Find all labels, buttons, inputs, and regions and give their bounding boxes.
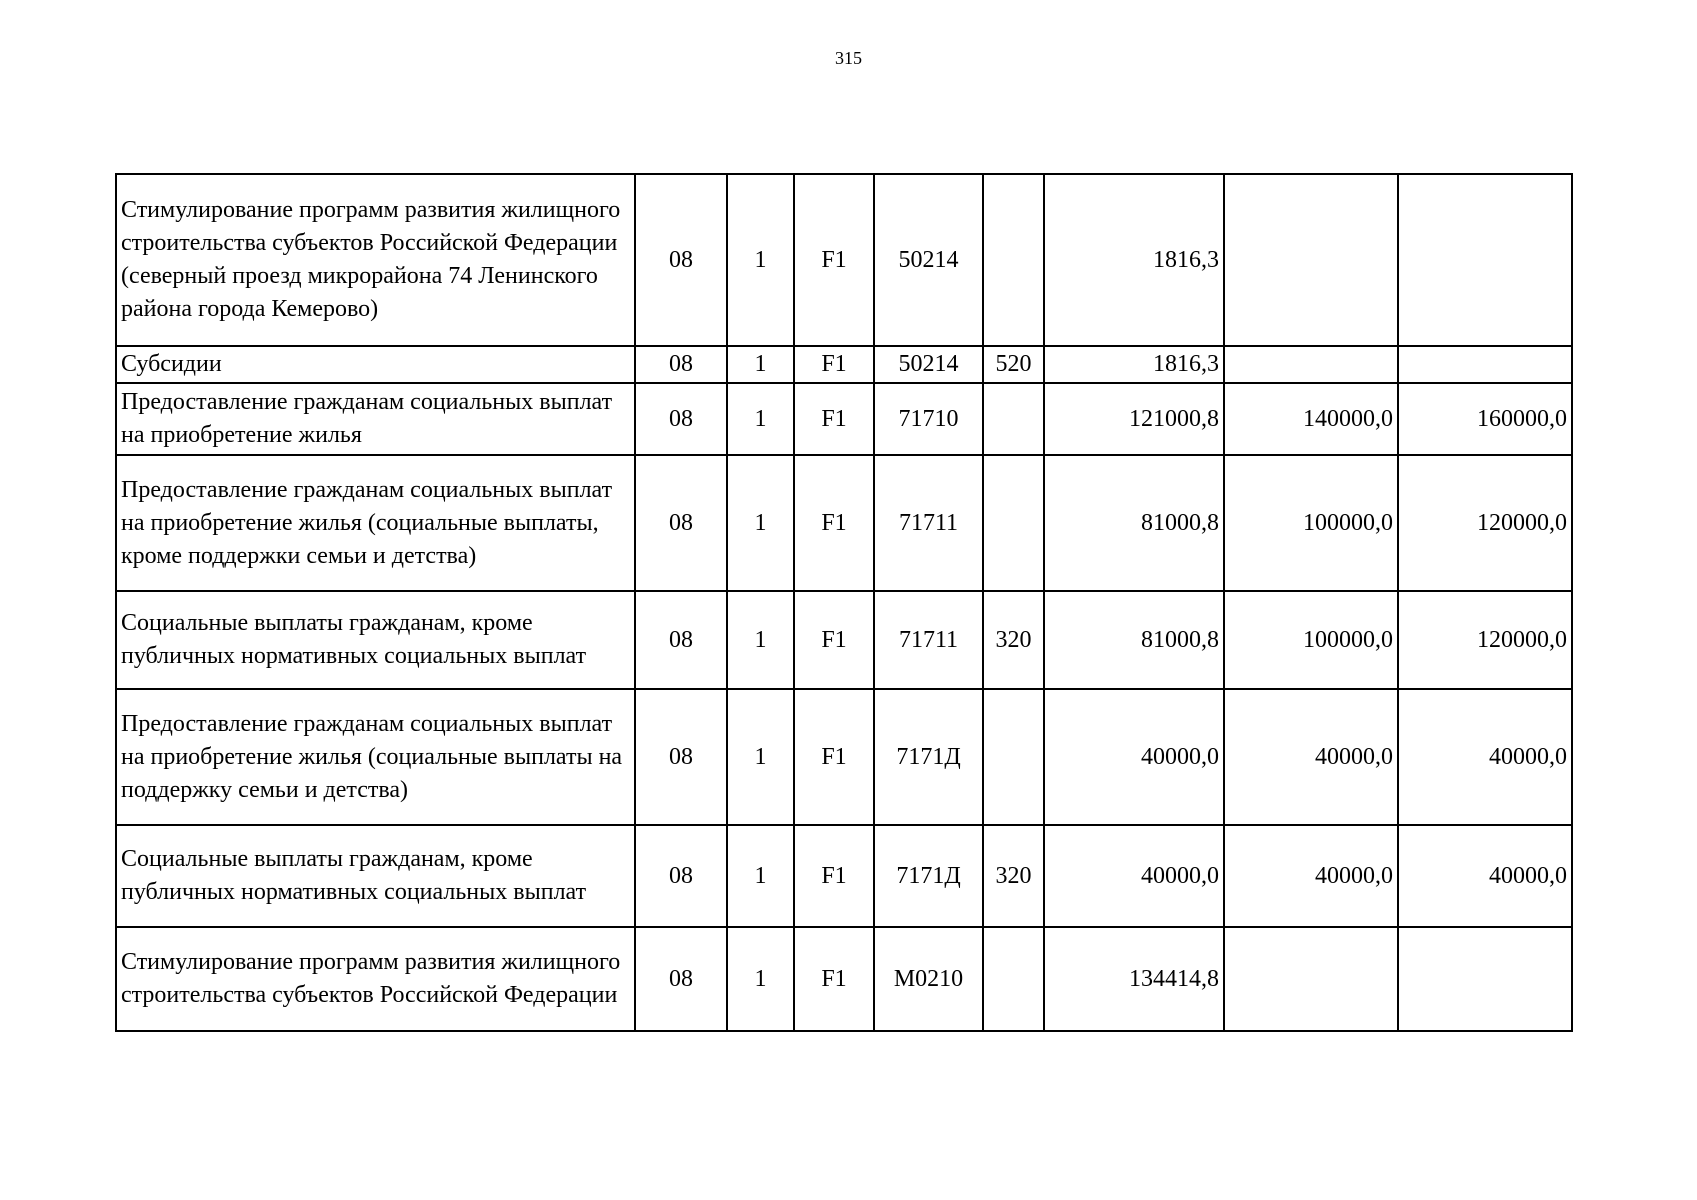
item-code-cell: 7171Д xyxy=(874,825,983,927)
project-code-cell: F1 xyxy=(794,825,874,927)
year2-amount-cell: 100000,0 xyxy=(1224,455,1398,591)
year1-amount-cell: 1816,3 xyxy=(1044,174,1224,346)
section-code-cell: 08 xyxy=(635,927,727,1031)
table-row xyxy=(116,383,1572,455)
year1-amount-cell: 81000,8 xyxy=(1044,591,1224,689)
section-code-cell: 08 xyxy=(635,455,727,591)
table-row xyxy=(116,825,1572,927)
section-code-cell: 08 xyxy=(635,689,727,825)
table-body xyxy=(116,174,1572,1031)
year1-amount-cell: 40000,0 xyxy=(1044,825,1224,927)
program-code-cell: 1 xyxy=(727,591,794,689)
program-code-cell: 1 xyxy=(727,383,794,455)
expense-type-cell xyxy=(983,689,1044,825)
year3-amount-cell xyxy=(1398,174,1572,346)
year1-amount-cell: 121000,8 xyxy=(1044,383,1224,455)
section-code-cell: 08 xyxy=(635,825,727,927)
year2-amount-cell: 100000,0 xyxy=(1224,591,1398,689)
row-name-cell: Предоставление гражданам социальных выплат на приобретение жилья xyxy=(116,383,635,455)
section-code-cell: 08 xyxy=(635,383,727,455)
item-code-cell: М0210 xyxy=(874,927,983,1031)
project-code-cell: F1 xyxy=(794,927,874,1031)
project-code-cell: F1 xyxy=(794,591,874,689)
table-row xyxy=(116,455,1572,591)
row-name-cell: Стимулирование программ развития жилищного строительства субъектов Российской Федерации xyxy=(116,927,635,1031)
item-code-cell: 50214 xyxy=(874,346,983,383)
year1-amount-cell: 134414,8 xyxy=(1044,927,1224,1031)
section-code-cell: 08 xyxy=(635,174,727,346)
year3-amount-cell: 40000,0 xyxy=(1398,825,1572,927)
program-code-cell: 1 xyxy=(727,689,794,825)
year1-amount-cell: 40000,0 xyxy=(1044,689,1224,825)
row-name-cell: Социальные выплаты гражданам, кроме публичных нормативных социальных выплат xyxy=(116,591,635,689)
section-code-cell: 08 xyxy=(635,591,727,689)
expense-type-cell: 320 xyxy=(983,825,1044,927)
table-row xyxy=(116,689,1572,825)
year1-amount-cell: 1816,3 xyxy=(1044,346,1224,383)
year2-amount-cell: 140000,0 xyxy=(1224,383,1398,455)
item-code-cell: 71711 xyxy=(874,455,983,591)
project-code-cell: F1 xyxy=(794,346,874,383)
row-name-cell: Стимулирование программ развития жилищного строительства субъектов Российской Федерации (северный проезд микрорайона 74 Ленинского района города Кемерово) xyxy=(116,174,635,346)
budget-table xyxy=(115,173,1573,1032)
project-code-cell: F1 xyxy=(794,455,874,591)
year2-amount-cell xyxy=(1224,927,1398,1031)
year3-amount-cell xyxy=(1398,346,1572,383)
item-code-cell: 7171Д xyxy=(874,689,983,825)
expense-type-cell xyxy=(983,927,1044,1031)
year3-amount-cell xyxy=(1398,927,1572,1031)
year3-amount-cell: 160000,0 xyxy=(1398,383,1572,455)
expense-type-cell: 320 xyxy=(983,591,1044,689)
item-code-cell: 50214 xyxy=(874,174,983,346)
page-number: 315 xyxy=(835,48,862,68)
year1-amount-cell: 81000,8 xyxy=(1044,455,1224,591)
year2-amount-cell xyxy=(1224,346,1398,383)
program-code-cell: 1 xyxy=(727,455,794,591)
expense-type-cell xyxy=(983,455,1044,591)
item-code-cell: 71711 xyxy=(874,591,983,689)
year2-amount-cell xyxy=(1224,174,1398,346)
table-row xyxy=(116,591,1572,689)
year2-amount-cell: 40000,0 xyxy=(1224,825,1398,927)
table-row xyxy=(116,927,1572,1031)
expense-type-cell xyxy=(983,383,1044,455)
project-code-cell: F1 xyxy=(794,174,874,346)
year3-amount-cell: 40000,0 xyxy=(1398,689,1572,825)
project-code-cell: F1 xyxy=(794,383,874,455)
project-code-cell: F1 xyxy=(794,689,874,825)
year2-amount-cell: 40000,0 xyxy=(1224,689,1398,825)
row-name-cell: Субсидии xyxy=(116,346,635,383)
section-code-cell: 08 xyxy=(635,346,727,383)
program-code-cell: 1 xyxy=(727,927,794,1031)
row-name-cell: Социальные выплаты гражданам, кроме публичных нормативных социальных выплат xyxy=(116,825,635,927)
program-code-cell: 1 xyxy=(727,346,794,383)
item-code-cell: 71710 xyxy=(874,383,983,455)
program-code-cell: 1 xyxy=(727,825,794,927)
year3-amount-cell: 120000,0 xyxy=(1398,455,1572,591)
row-name-cell: Предоставление гражданам социальных выплат на приобретение жилья (социальные выплаты, кроме поддержки семьи и детства) xyxy=(116,455,635,591)
expense-type-cell: 520 xyxy=(983,346,1044,383)
program-code-cell: 1 xyxy=(727,174,794,346)
year3-amount-cell: 120000,0 xyxy=(1398,591,1572,689)
row-name-cell: Предоставление гражданам социальных выплат на приобретение жилья (социальные выплаты на поддержку семьи и детства) xyxy=(116,689,635,825)
table-row xyxy=(116,346,1572,383)
table-row xyxy=(116,174,1572,346)
expense-type-cell xyxy=(983,174,1044,346)
